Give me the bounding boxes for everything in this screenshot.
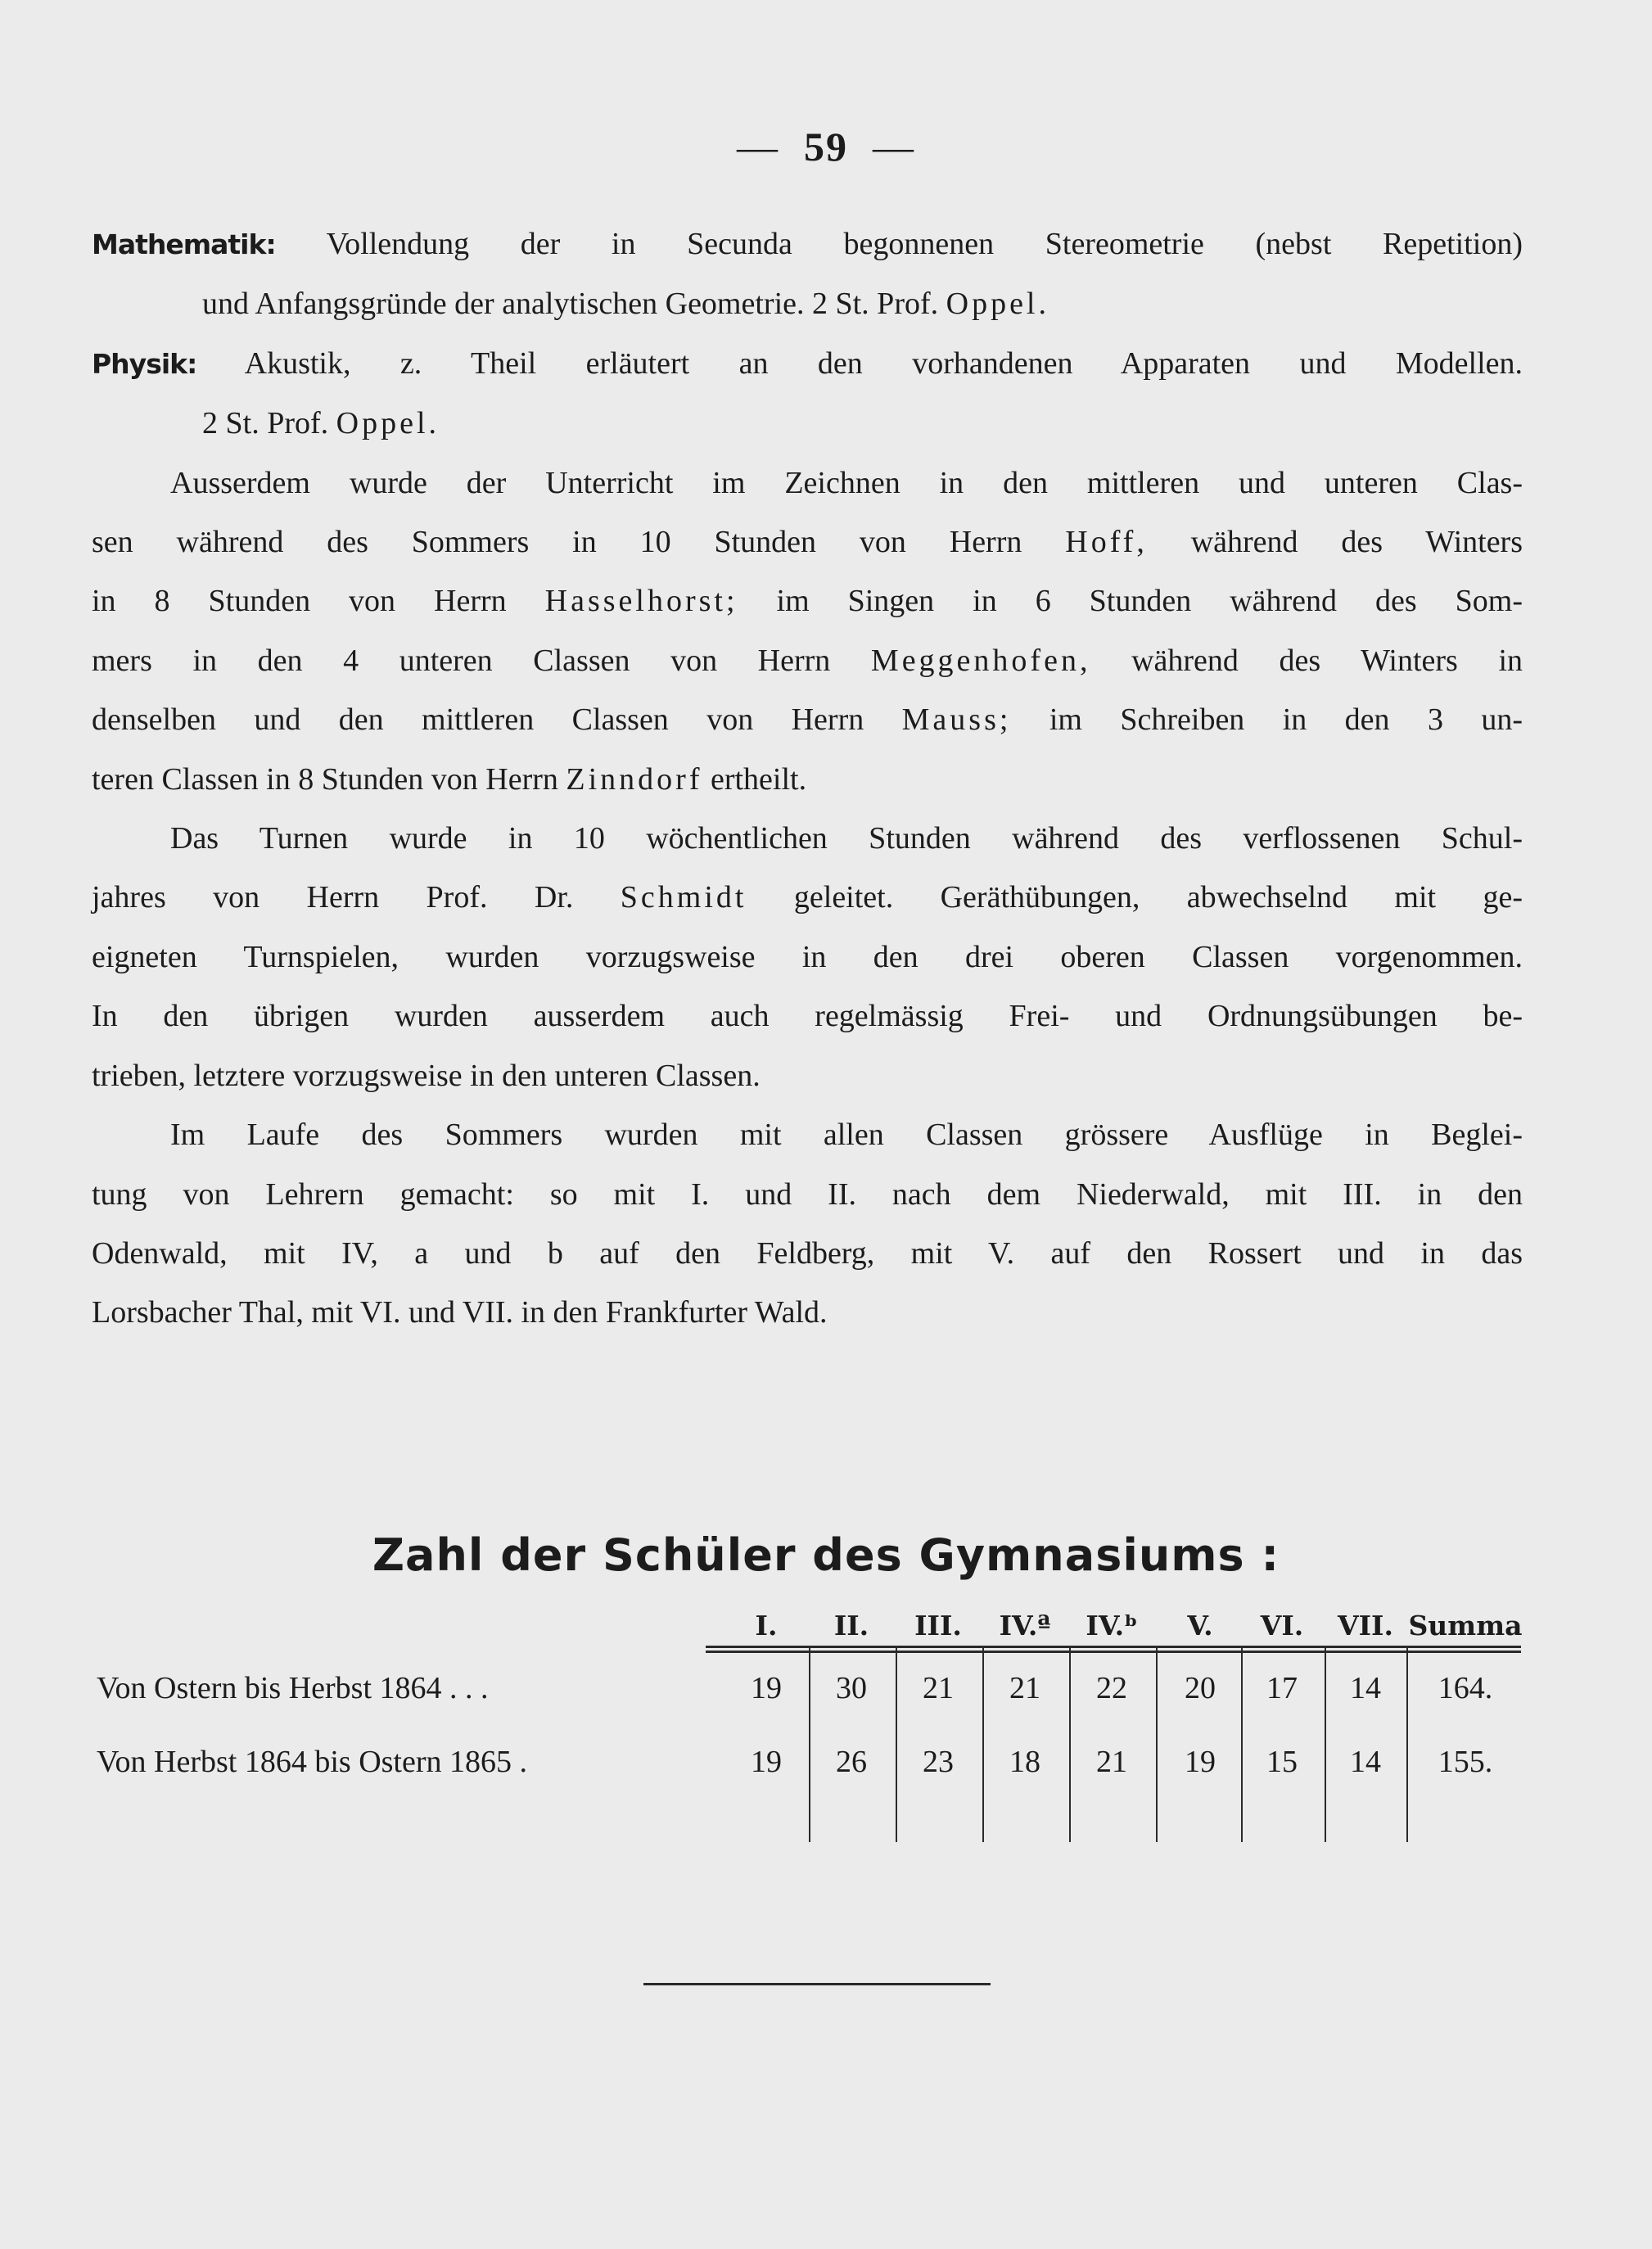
table-cell: 19 bbox=[751, 1671, 782, 1705]
table-cell: 21 bbox=[1009, 1671, 1040, 1705]
table-cell: 26 bbox=[836, 1745, 867, 1779]
turnen-line-4: In den übrigen wurden ausserdem auch regelmässig Frei- und Ordnungsübungen be- bbox=[92, 999, 1523, 1034]
table-title: Zahl der Schüler des Gymnasiums : bbox=[372, 1529, 1280, 1581]
table-cell: 155. bbox=[1438, 1745, 1493, 1779]
zeichnen-line-3: in 8 Stunden von Herrn Hasselhorst; im Singen in 6 Stunden während des Som- bbox=[92, 584, 1523, 619]
teacher-name: Oppel. bbox=[336, 406, 440, 441]
row-label: Von Ostern bis Herbst 1864 . . . bbox=[97, 1671, 489, 1705]
table-cell: 14 bbox=[1350, 1671, 1381, 1705]
ausfluege-line-2: tung von Lehrern gemacht: so mit I. und II. nach dem Niederwald, mit III. in den bbox=[92, 1176, 1523, 1212]
column-header: VII. bbox=[1338, 1610, 1393, 1642]
turnen-line-1: Das Turnen wurde in 10 wöchentlichen Stunden während des verflossenen Schul- bbox=[170, 821, 1523, 856]
math-label: Mathematik: bbox=[92, 228, 276, 260]
column-header: V. bbox=[1187, 1610, 1213, 1642]
ausfluege-line-1: Im Laufe des Sommers wurden mit allen Classen grössere Ausflüge in Beglei- bbox=[170, 1118, 1523, 1153]
table-cell: 14 bbox=[1350, 1745, 1381, 1779]
dash-left: — bbox=[737, 124, 779, 169]
header-rule bbox=[706, 1646, 1521, 1648]
table-cell: 15 bbox=[1266, 1745, 1298, 1779]
zeichnen-line-1: Ausserdem wurde der Unterricht im Zeichnen in den mittleren und unteren Clas- bbox=[170, 465, 1523, 500]
table-cell: 30 bbox=[836, 1671, 867, 1705]
physik-line-1: Physik: Akustik, z. Theil erläutert an den vorhandenen Apparaten und Modellen. bbox=[92, 345, 1523, 381]
ausfluege-line-4: Lorsbacher Thal, mit VI. und VII. in den Frankfurter Wald. bbox=[92, 1295, 828, 1330]
ausfluege-line-3: Odenwald, mit IV, a und b auf den Feldberg, mit V. auf den Rossert und in das bbox=[92, 1235, 1523, 1271]
table-cell: 18 bbox=[1009, 1745, 1040, 1779]
table-cell: 19 bbox=[751, 1745, 782, 1779]
closing-rule bbox=[643, 1983, 991, 1985]
turnen-line-3: eigneten Turnspielen, wurden vorzugsweise in den drei oberen Classen vorgenommen. bbox=[92, 939, 1523, 974]
column-header: VI. bbox=[1260, 1610, 1304, 1642]
table-cell: 164. bbox=[1438, 1671, 1493, 1705]
dash-right: — bbox=[873, 124, 915, 169]
table-cell: 21 bbox=[923, 1671, 954, 1705]
column-header: IV.ª bbox=[999, 1610, 1051, 1642]
column-header: I. bbox=[755, 1610, 778, 1642]
physik-line-2: 2 St. Prof. Oppel. bbox=[202, 406, 440, 441]
column-header: III. bbox=[914, 1610, 962, 1642]
page-number: 59 bbox=[804, 124, 848, 169]
table-cell: 17 bbox=[1266, 1671, 1298, 1705]
math-line-2: und Anfangsgründe der analytischen Geometrie. 2 St. Prof. Oppel. bbox=[202, 287, 1049, 322]
zeichnen-line-5: denselben und den mittleren Classen von Herrn Mauss; im Schreiben in den 3 un- bbox=[92, 702, 1523, 738]
table-cell: 20 bbox=[1185, 1671, 1216, 1705]
header-rule-double bbox=[706, 1651, 1521, 1653]
teacher-name: Oppel. bbox=[946, 287, 1049, 322]
zeichnen-line-2: sen während des Sommers in 10 Stunden von Herrn Hoff, während des Winters bbox=[92, 525, 1523, 560]
table-cell: 22 bbox=[1096, 1671, 1127, 1705]
column-header: IV.ᵇ bbox=[1086, 1610, 1138, 1642]
zeichnen-line-6: teren Classen in 8 Stunden von Herrn Zinndorf ertheilt. bbox=[92, 761, 807, 797]
table-cell: 23 bbox=[923, 1745, 954, 1779]
column-header: II. bbox=[833, 1610, 869, 1642]
turnen-line-5: trieben, letztere vorzugsweise in den unteren Classen. bbox=[92, 1058, 761, 1093]
physik-label: Physik: bbox=[92, 347, 197, 380]
table-cell: 19 bbox=[1185, 1745, 1216, 1779]
zeichnen-line-4: mers in den 4 unteren Classen von Herrn Meggenhofen, während des Winters in bbox=[92, 643, 1523, 678]
table-cell: 21 bbox=[1096, 1745, 1127, 1779]
column-header: Summa bbox=[1408, 1610, 1523, 1642]
math-line-1: Mathematik: Vollendung der in Secunda begonnenen Stereometrie (nebst Repetition) bbox=[92, 227, 1523, 261]
turnen-line-2: jahres von Herrn Prof. Dr. Schmidt geleitet. Geräthübungen, abwechselnd mit ge- bbox=[92, 880, 1523, 915]
row-label: Von Herbst 1864 bis Ostern 1865 . bbox=[97, 1745, 528, 1779]
